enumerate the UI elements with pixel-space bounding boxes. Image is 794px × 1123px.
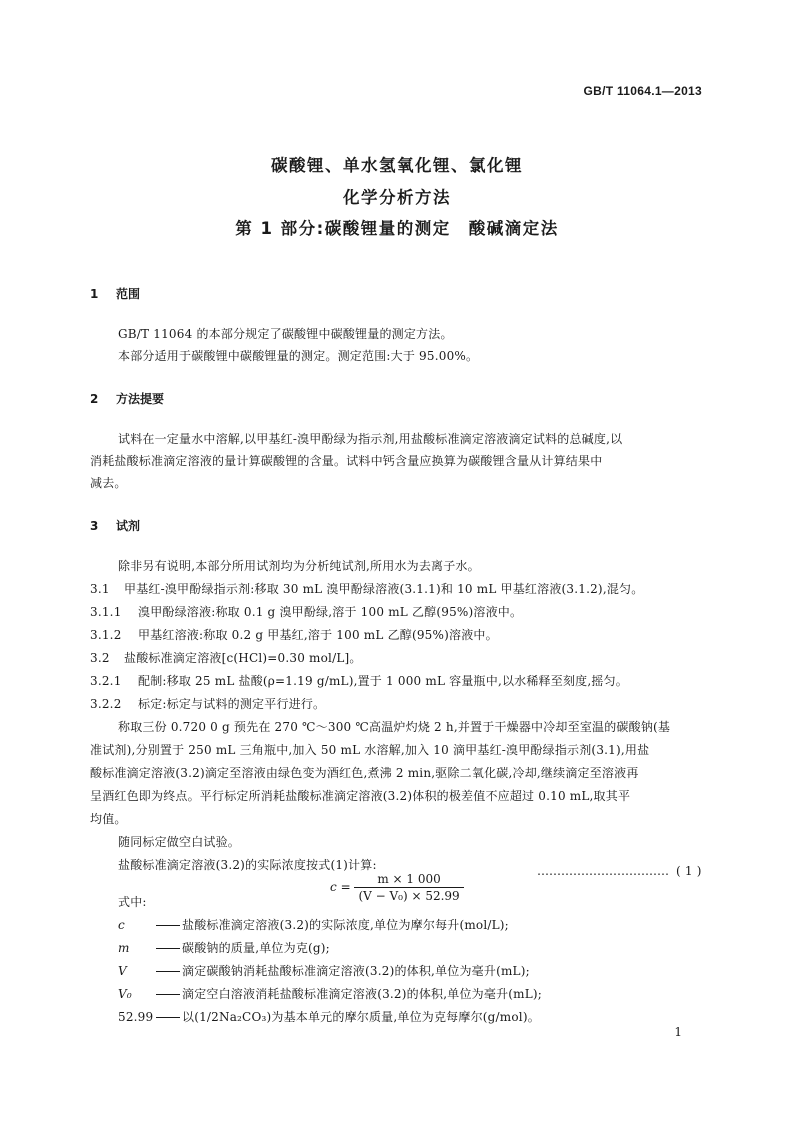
formula-lhs: c	[330, 880, 337, 894]
scope-paragraph-2: 本部分适用于碳酸锂中碳酸锂量的测定。测定范围:大于 95.00%。	[118, 349, 479, 363]
where-label: 式中:	[118, 895, 147, 909]
clause-text: 溴甲酚绿溶液:称取 0.1 g 溴甲酚绿,溶于 100 mL 乙醇(95%)溶液中。	[138, 605, 523, 619]
where-item	[118, 962, 530, 979]
definition: 盐酸标准滴定溶液(3.2)的实际浓度,单位为摩尔每升(mol/L);	[182, 918, 509, 932]
title-line-1: 碳酸锂、单水氢氧化锂、氯化锂	[271, 156, 523, 175]
page-number: 1	[674, 1025, 682, 1039]
standard-code: GB/T 11064.1—2013	[583, 84, 702, 98]
symbol: c	[118, 918, 125, 932]
section-2-heading	[90, 390, 164, 407]
principle-line-1: 试料在一定量水中溶解,以甲基红-溴甲酚绿为指示剂,用盐酸标准滴定溶液滴定试料的总碱度,以	[118, 432, 623, 446]
calibration-line-5: 均值。	[90, 812, 127, 826]
clause-3-1	[90, 580, 643, 597]
section-number: 2	[90, 392, 99, 406]
section-title: 方法提要	[116, 392, 165, 406]
calibration-line-3: 酸标准滴定溶液(3.2)滴定至溶液由绿色变为酒红色,煮沸 2 min,驱除二氧化碳,冷却,继续滴定至溶液再	[90, 766, 639, 780]
clause-text: 甲基红溶液:称取 0.2 g 甲基红,溶于 100 mL 乙醇(95%)溶液中。	[138, 628, 498, 642]
title-line-3: 第 1 部分:碳酸锂量的测定 酸碱滴定法	[235, 219, 559, 238]
dash	[156, 1017, 180, 1018]
symbol: V	[118, 964, 127, 978]
clause-text: 标定:标定与试料的测定平行进行。	[138, 697, 326, 711]
clause-number: 3.1.2	[90, 628, 122, 642]
scope-paragraph-1: GB/T 11064 的本部分规定了碳酸锂中碳酸锂量的测定方法。	[118, 327, 453, 341]
formula-denominator: (V − V₀) × 52.99	[358, 889, 460, 903]
formula-number: ( 1 )	[676, 864, 702, 878]
formula-numerator: m × 1 000	[354, 872, 463, 888]
clause-3-2-2	[90, 695, 325, 712]
symbol: V₀	[118, 987, 132, 1001]
clause-number: 3.2.2	[90, 697, 122, 711]
formula-fraction	[354, 872, 463, 903]
where-item	[118, 939, 330, 956]
section-title: 试剂	[116, 519, 141, 533]
calibration-line-1: 称取三份 0.720 0 g 预先在 270 ℃～300 ℃高温炉灼烧 2 h,并置于干燥器中冷却至室温的碳酸钠(基	[118, 720, 671, 734]
formula-equals: =	[340, 880, 351, 894]
blank-test-note: 随同标定做空白试验。	[118, 835, 241, 849]
where-item	[118, 916, 509, 933]
definition: 碳酸钠的质量,单位为克(g);	[182, 941, 330, 955]
clause-number: 3.2.1	[90, 674, 122, 688]
principle-line-3: 减去。	[90, 476, 127, 490]
clause-number: 3.1.1	[90, 605, 122, 619]
where-item	[118, 1008, 540, 1025]
principle-line-2: 消耗盐酸标准滴定溶液的量计算碳酸锂的含量。试料中钙含量应换算为碳酸锂含量从计算结果中	[90, 454, 603, 468]
formula-leader: ……………………………	[537, 864, 669, 878]
formula-1	[330, 872, 464, 903]
clause-3-1-2	[90, 626, 498, 643]
clause-3-1-1	[90, 603, 522, 620]
reagents-intro: 除非另有说明,本部分所用试剂均为分析纯试剂,所用水为去离子水。	[118, 559, 480, 573]
calibration-line-4: 呈酒红色即为终点。平行标定所消耗盐酸标准滴定溶液(3.2)体积的极差值不应超过 0.10 mL,取其平	[90, 789, 631, 803]
dash	[156, 994, 180, 995]
symbol: m	[118, 941, 130, 955]
dash	[156, 948, 180, 949]
clause-number: 3.1	[90, 582, 110, 596]
section-number: 3	[90, 519, 99, 533]
definition: 滴定空白溶液消耗盐酸标准滴定溶液(3.2)的体积,单位为毫升(mL);	[182, 987, 543, 1001]
dash	[156, 971, 180, 972]
clause-text: 盐酸标准滴定溶液[c(HCl)=0.30 mol/L]。	[124, 651, 362, 665]
calibration-line-2: 准试剂),分别置于 250 mL 三角瓶中,加入 50 mL 水溶解,加入 10 滴甲基红-溴甲酚绿指示剂(3.1),用盐	[90, 743, 650, 757]
calculation-intro: 盐酸标准滴定溶液(3.2)的实际浓度按式(1)计算:	[118, 858, 377, 872]
clause-3-2-1	[90, 672, 628, 689]
where-item	[118, 985, 542, 1002]
clause-text: 甲基红-溴甲酚绿指示剂:移取 30 mL 溴甲酚绿溶液(3.1.1)和 10 mL 甲基红溶液(3.1.2),混匀。	[124, 582, 644, 596]
section-3-heading	[90, 517, 140, 534]
section-title: 范围	[116, 287, 141, 301]
dash	[156, 925, 180, 926]
clause-3-2	[90, 649, 362, 666]
section-number: 1	[90, 287, 99, 301]
clause-number: 3.2	[90, 651, 110, 665]
definition: 以(1/2Na₂CO₃)为基本单元的摩尔质量,单位为克每摩尔(g/mol)。	[182, 1010, 540, 1024]
clause-text: 配制:移取 25 mL 盐酸(ρ=1.19 g/mL),置于 1 000 mL 容量瓶中,以水稀释至刻度,摇匀。	[138, 674, 628, 688]
section-1-heading	[90, 285, 140, 302]
symbol: 52.99	[118, 1010, 154, 1024]
title-line-2: 化学分析方法	[343, 188, 451, 207]
definition: 滴定碳酸钠消耗盐酸标准滴定溶液(3.2)的体积,单位为毫升(mL);	[182, 964, 530, 978]
